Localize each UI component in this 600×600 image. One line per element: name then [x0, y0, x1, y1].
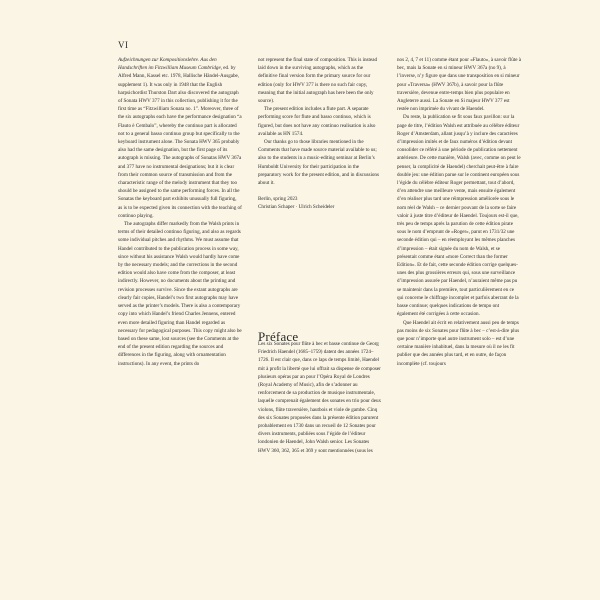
column-french-start [258, 340, 382, 455]
paragraph-text: ed. by Alfred Mann, Kassel etc. 1978, Hallische Händel-Ausgabe, supplement 1). It was only in 1948 that the English harpsichordist Thurston Dart also discovered the autograph of Sonata HWV 377 in this collection, publishing it for the first time as “Fitzwilliam Sonata no. 1”. Moreover, three of the six autographs each have the performance designation “a Flauto è Cembalo”, whereby the continuo part is allocated not to a general basso continuo group but specifically to the keyboard instrument alone. The Sonata HWV 365 probably also had the same designation, but the first page of its autograph is missing. The autographs of Sonatas HWV 367a and 377 have no instrumental designations; but it is clear from their common source of transmission and from the characteristic range of the melody instrument that they too should be assigned to the same performing forces. In all the Sonatas the keyboard part exhibits unusually full figuring, as is to be expected given its connection with the teaching of continuo playing. [118, 65, 242, 219]
paragraph: Our thanks go to those libraries mentioned in the Comments that have made source material available to us; also to the students in a music-editing seminar at Berlin’s Humboldt University for their participation in the preparatory work for the present edition, and in discussions about it. [258, 139, 379, 187]
column-english-left [118, 56, 242, 368]
paragraph: nos 2, 4, 7 et 11) comme étant pour «Flauto», à savoir flûte à bec, mais la Sonate en si mineur HWV 367a (no 9), à l’inverse, n’y figure que dans une transposition en si mineur pour «Traversa» (HWV 367b), à savoir pour la flûte traversière, devenue entre-temps bien plus populaire en Angleterre aussi. La Sonate en Si majeur HWV 377 est restée non imprimée du vivant de Haendel. [397, 57, 522, 113]
page-number: VI [118, 40, 129, 50]
paragraph: Que Haendel ait écrit en relativement aussi peu de temps pas moins de six Sonates pour flûte à bec – c’est-à-dire plus que pour n’importe quel autre instrument solo – est d’une certaine manière inhabituel, dans la mesure où il ne les fit publier que des années plus tard, et en outre, de façon incomplète (cf. toujours [397, 319, 520, 367]
citation-title: Aufzeichnungen zur Kompositionslehre. Aus den Handschriften im Fitzwilliam Museum Cambridge, [118, 57, 222, 72]
column-french-continued [397, 56, 521, 368]
paragraph: Les six Sonates pour flûte à bec et basse continue de Georg Friedrich Haendel (1685–1759) datent des années 1724–1726. Il est clair que, dans ce laps de temps limité, Haendel mit à profit la liberté que lui offrait sa dispense de composer plusieurs opéras par an pour l’Opéra Royal de Londres (Royal Academy of Music), afin de s’adonner au renforcement de sa production de musique instrumentale, laquelle comprenait également des sonates en trio pour deux violons, flûte traversière, hautbois et viole de gambe. Cinq des six Sonates proposées dans la présente édition parurent probablement en 1730 dans un recueil de 12 Sonates pour divers instruments, publiées sous l’égide de l’éditeur londonien de Haendel, John Walsh senior. Les Sonates HWV 360, 362, 365 et 369 y sont mentionnées (sous les [258, 341, 382, 454]
signature-names: Christian Schaper · Ulrich Scheideler [258, 204, 335, 211]
paragraph: Du reste, la publication se fit sous faux pavillon: sur la page de titre, l’édition Walsh est attribuée au célèbre éditeur Roger d’Amsterdam, allant jusqu’à y inclure des caractères d’impression imités et de faux numéros d’édition devant consolider ce référé à une période de publication nettement antérieure. De cette manière, Walsh (avec, comme on peut le penser, la complicité de Haendel) cherchait peut-être à faire double jeu: une édition parue sur le continent européen sous l’égide du célèbre éditeur Roger permettant, tout d’abord, d’en attendre une meilleure vente, mais ensuite également d’en réaliser plus tard une réimpression améliorée sous le nom réel de Walsh – ce dernier pouvant de la sorte se faire valoir à juste titre d’éditeur de Haendel. Toujours est-il que, très peu de temps après la parution de cette édition pirate sous le nom d’emprunt de «Roger», parut en 1731/32 une seconde édition qui – en réemployant les mêmes planches d’impression – était signée du nom de Walsh, et se présentait comme étant «more Correct than the former Edition». Et de fait, cette seconde édition corrige quelques-unes des plus grossières erreurs qui, sous une surveillance d’impression assurée par Haendel, n’auraient même pas pu se maintenir dans la première, tout particulièrement en ce qui concerne le chiffrage incomplet et parfois aberrant de la basse continue; quelques indications de tempo ont également été corrigées à cette occasion. [397, 114, 521, 318]
signature-place-date: Berlin, spring 2023 [258, 196, 298, 203]
preface-heading: Préface [258, 328, 299, 344]
column-english-right [258, 56, 382, 212]
paragraph: The present edition includes a flute part. A separate performing score for flute and basso continuo, which is figured, but does not have any continuo realisation is also available as HN 1574. [258, 106, 376, 137]
paragraph [118, 56, 242, 220]
paragraph: The autographs differ markedly from the Walsh prints in terms of their detailed continuo figuring, and also as regards some individual pitches and rhythms. We must assume that Handel contributed to the publication process in some way, since without his assistance Walsh would hardly have come by the necessary models; and the corrections in the second edition would also have come from the composer, at least indirectly. However, no documents about the printing and revision processes survive. Since the extant autographs are clearly fair copies, Handel’s two first autographs may have served as the printer’s models. There is also a contemporary copy into which Handel’s friend Charles Jennens, entered even more detailed figuring than Handel regarded as necessary for pedagogical purposes. This copy might also be based on these same, lost sources (see the Comments at the end of the present edition regarding the sources and differences in the figuring, along with ornamentation instructions). In any event, the prints do [118, 221, 242, 367]
paragraph: not represent the final state of composition. This is instead laid down in the surviving autographs, which as the definitive final version form the primary source for our edition (only for HWV 377 is there no such fair copy, meaning that the initial autograph has here been the only source). [258, 57, 378, 105]
